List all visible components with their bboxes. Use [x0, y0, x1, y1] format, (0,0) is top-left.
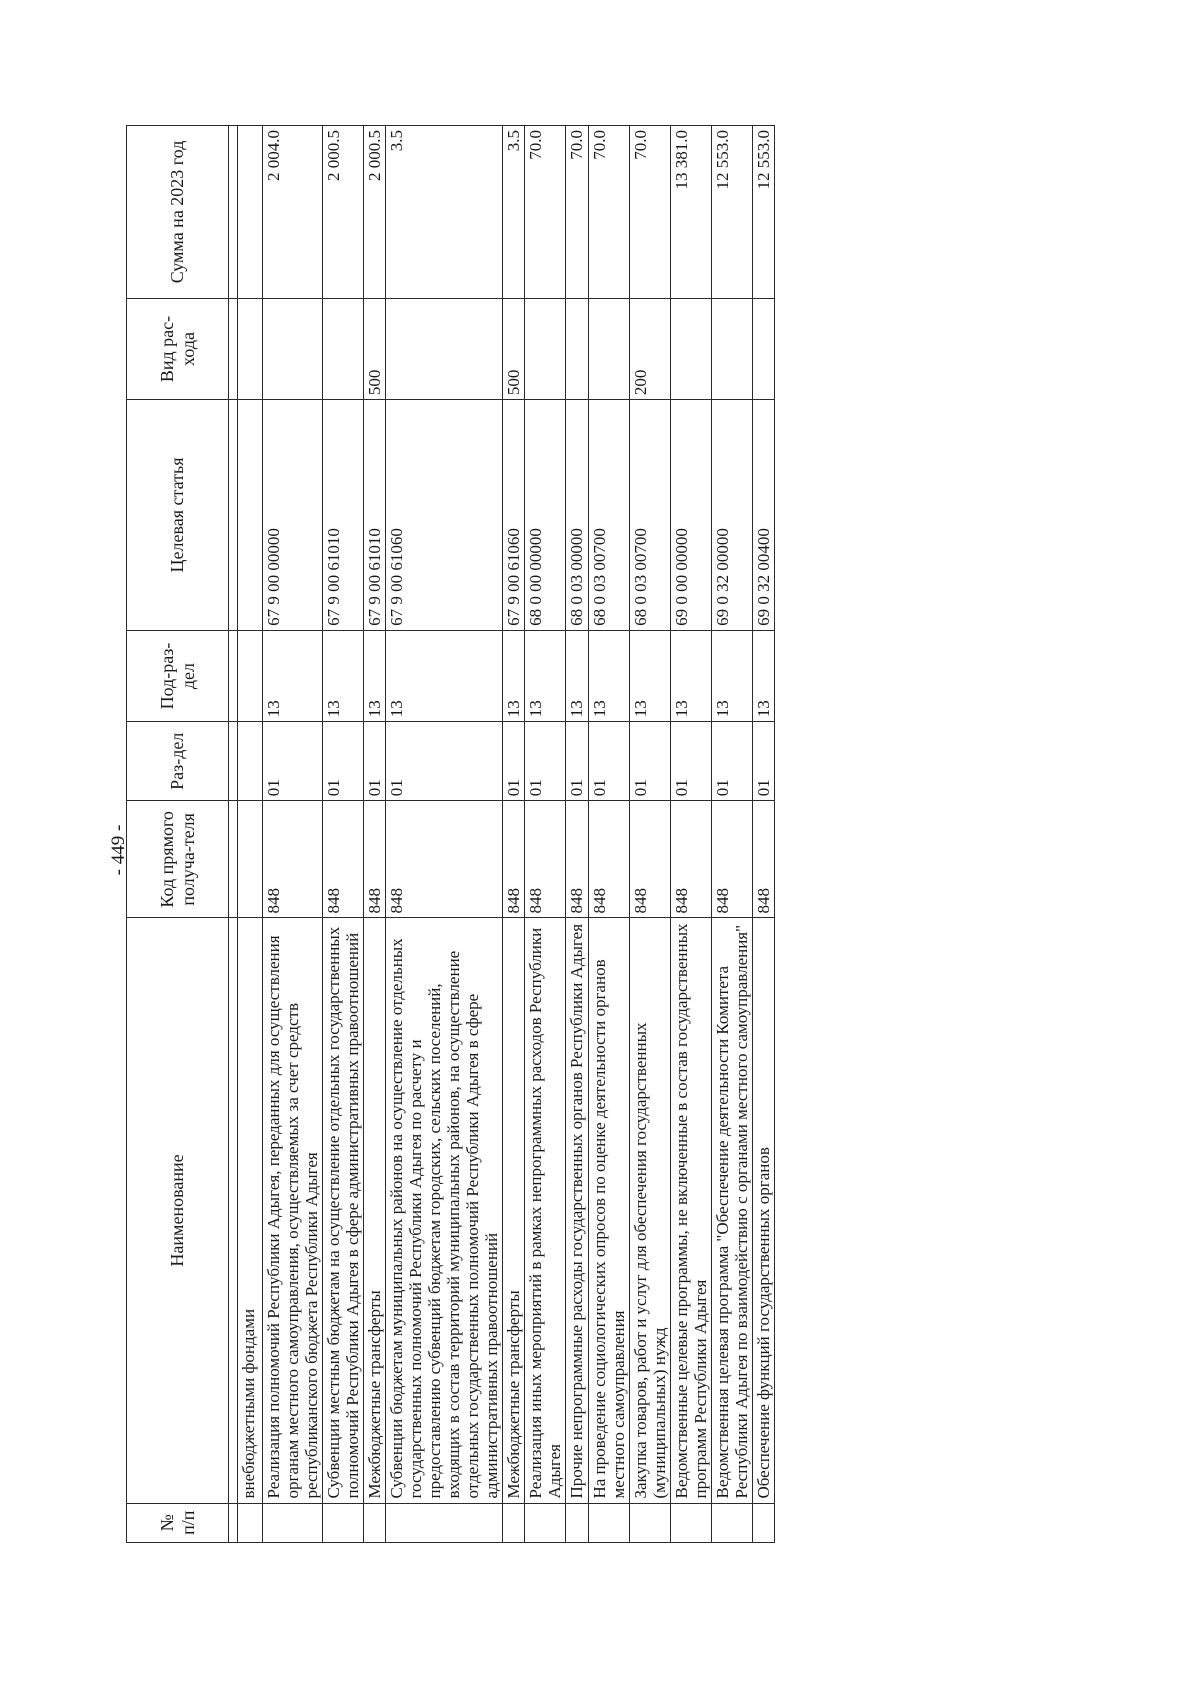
cell-vid: 200 — [629, 298, 670, 399]
cell-sum: 2 000.5 — [364, 126, 386, 299]
cell-sum: 12 553.0 — [711, 126, 752, 299]
cell-target: 68 0 00 00000 — [525, 400, 566, 631]
spacer-cell — [229, 630, 238, 721]
cell-num — [711, 1503, 752, 1542]
header-name: Наименование — [127, 918, 229, 1503]
spacer-cell — [229, 400, 238, 631]
cell-vid — [386, 298, 503, 399]
cell-target: 67 9 00 61060 — [503, 400, 525, 631]
cell-num — [588, 1503, 629, 1542]
cell-target: 68 0 03 00000 — [566, 400, 588, 631]
cell-podrazdel: 13 — [711, 630, 752, 721]
cell-num — [364, 1503, 386, 1542]
cell-name: Обеспечение функций государственных органов — [752, 918, 774, 1503]
cell-razdel: 01 — [711, 722, 752, 801]
cell-razdel: 01 — [588, 722, 629, 801]
cell-name: Реализация полномочий Республики Адыгея, переданных для осуществления органам местного самоуправления, осуществляемых за счет средств республиканского бюджета Республики Адыгея — [263, 918, 323, 1503]
cell-target: 69 0 32 00400 — [752, 400, 774, 631]
header-sum: Сумма на 2023 год — [127, 126, 229, 299]
cell-podrazdel — [238, 630, 263, 721]
cell-podrazdel: 13 — [525, 630, 566, 721]
cell-podrazdel: 13 — [670, 630, 711, 721]
spacer-cell — [229, 1503, 238, 1542]
cell-target: 67 9 00 61060 — [386, 400, 503, 631]
cell-num — [238, 1503, 263, 1542]
cell-sum: 13 381.0 — [670, 126, 711, 299]
cell-name: Межбюджетные трансферты — [364, 918, 386, 1503]
cell-code: 848 — [588, 801, 629, 918]
cell-razdel: 01 — [386, 722, 503, 801]
cell-razdel: 01 — [323, 722, 364, 801]
spacer-cell — [229, 801, 238, 918]
cell-num — [503, 1503, 525, 1542]
cell-vid — [752, 298, 774, 399]
cell-podrazdel: 13 — [629, 630, 670, 721]
table-row — [364, 126, 386, 1543]
cell-code: 848 — [525, 801, 566, 918]
spacer-cell — [229, 298, 238, 399]
cell-name: На проведение социологических опросов по оценке деятельности органов местного самоуправления — [588, 918, 629, 1503]
cell-vid — [566, 298, 588, 399]
table-row — [752, 126, 774, 1543]
cell-sum — [238, 126, 263, 299]
cell-vid — [525, 298, 566, 399]
spacer-cell — [229, 918, 238, 1503]
cell-razdel — [238, 722, 263, 801]
header-code: Код прямого получа-теля — [127, 801, 229, 918]
cell-target: 67 9 00 00000 — [263, 400, 323, 631]
cell-vid — [263, 298, 323, 399]
cell-sum: 70.0 — [566, 126, 588, 299]
budget-table-container — [126, 125, 958, 1543]
cell-code: 848 — [752, 801, 774, 918]
table-row — [525, 126, 566, 1543]
cell-vid — [711, 298, 752, 399]
cell-vid — [588, 298, 629, 399]
header-vid: Вид рас-хода — [127, 298, 229, 399]
cell-code: 848 — [566, 801, 588, 918]
cell-sum: 70.0 — [629, 126, 670, 299]
cell-name: Субвенции бюджетам муниципальных районов на осуществление отдельных государственных полномочий Республики Адыгея по расчету и предоставлению субвенций бюджетам городских, сельских поселений, входящих в состав территорий муниципальных районов, на осуществление отдельных государственных полномочий Республики Адыгея в сфере административных правоотношений — [386, 918, 503, 1503]
cell-code: 848 — [364, 801, 386, 918]
cell-podrazdel: 13 — [323, 630, 364, 721]
cell-target: 68 0 03 00700 — [588, 400, 629, 631]
cell-target: 69 0 32 00000 — [711, 400, 752, 631]
cell-name: Ведомственная целевая программа "Обеспечение деятельности Комитета Республики Адыгея по взаимодействию с органами местного самоуправления" — [711, 918, 752, 1503]
cell-podrazdel: 13 — [566, 630, 588, 721]
cell-name: Закупка товаров, работ и услуг для обеспечения государственных (муниципальных) нужд — [629, 918, 670, 1503]
cell-razdel: 01 — [566, 722, 588, 801]
table-row — [566, 126, 588, 1543]
cell-vid — [670, 298, 711, 399]
cell-sum: 2 004.0 — [263, 126, 323, 299]
cell-num — [263, 1503, 323, 1542]
table-row — [238, 126, 263, 1543]
page-number: - 449 - — [108, 824, 129, 876]
cell-sum: 3.5 — [503, 126, 525, 299]
table-row — [711, 126, 752, 1543]
spacer-cell — [229, 722, 238, 801]
cell-code: 848 — [263, 801, 323, 918]
cell-code: 848 — [386, 801, 503, 918]
cell-razdel: 01 — [670, 722, 711, 801]
cell-podrazdel: 13 — [588, 630, 629, 721]
table-row — [386, 126, 503, 1543]
cell-name: Межбюджетные трансферты — [503, 918, 525, 1503]
cell-vid: 500 — [503, 298, 525, 399]
cell-vid: 500 — [364, 298, 386, 399]
cell-code — [238, 801, 263, 918]
cell-sum: 70.0 — [588, 126, 629, 299]
cell-vid — [323, 298, 364, 399]
cell-name: Субвенции местным бюджетам на осуществление отдельных государственных полномочий Республики Адыгея в сфере административных правоотношений — [323, 918, 364, 1503]
table-spacer-row — [229, 126, 238, 1543]
cell-num — [323, 1503, 364, 1542]
cell-target: 67 9 00 61010 — [364, 400, 386, 631]
cell-razdel: 01 — [364, 722, 386, 801]
cell-podrazdel: 13 — [263, 630, 323, 721]
cell-name: Ведомственные целевые программы, не включенные в состав государственных программ Республики Адыгея — [670, 918, 711, 1503]
header-podrazdel: Под-раз-дел — [127, 630, 229, 721]
cell-target: 68 0 03 00700 — [629, 400, 670, 631]
cell-sum: 2 000.5 — [323, 126, 364, 299]
cell-razdel: 01 — [503, 722, 525, 801]
cell-name: внебюджетными фондами — [238, 918, 263, 1503]
header-target: Целевая статья — [127, 400, 229, 631]
header-razdel: Раз-дел — [127, 722, 229, 801]
cell-name: Реализация иных мероприятий в рамках непрограммных расходов Республики Адыгея — [525, 918, 566, 1503]
cell-vid — [238, 298, 263, 399]
cell-target: 67 9 00 61010 — [323, 400, 364, 631]
cell-podrazdel: 13 — [752, 630, 774, 721]
cell-code: 848 — [323, 801, 364, 918]
table-row — [670, 126, 711, 1543]
cell-razdel: 01 — [629, 722, 670, 801]
cell-sum: 70.0 — [525, 126, 566, 299]
table-row — [263, 126, 323, 1543]
cell-num — [566, 1503, 588, 1542]
cell-razdel: 01 — [263, 722, 323, 801]
cell-name: Прочие непрограммные расходы государственных органов Республики Адыгея — [566, 918, 588, 1503]
cell-sum: 12 553.0 — [752, 126, 774, 299]
cell-code: 848 — [670, 801, 711, 918]
cell-razdel: 01 — [752, 722, 774, 801]
cell-podrazdel: 13 — [364, 630, 386, 721]
cell-sum: 3.5 — [386, 126, 503, 299]
cell-num — [670, 1503, 711, 1542]
table-row — [629, 126, 670, 1543]
cell-code: 848 — [503, 801, 525, 918]
cell-num — [525, 1503, 566, 1542]
cell-target: 69 0 00 00000 — [670, 400, 711, 631]
cell-num — [386, 1503, 503, 1542]
spacer-cell — [229, 126, 238, 299]
cell-code: 848 — [629, 801, 670, 918]
budget-table — [126, 125, 775, 1543]
cell-razdel: 01 — [525, 722, 566, 801]
cell-target — [238, 400, 263, 631]
cell-podrazdel: 13 — [503, 630, 525, 721]
table-row — [588, 126, 629, 1543]
cell-num — [629, 1503, 670, 1542]
cell-num — [752, 1503, 774, 1542]
table-row — [323, 126, 364, 1543]
table-row — [503, 126, 525, 1543]
cell-podrazdel: 13 — [386, 630, 503, 721]
table-header-row — [127, 126, 229, 1543]
header-num: № п/п — [127, 1503, 229, 1542]
cell-code: 848 — [711, 801, 752, 918]
